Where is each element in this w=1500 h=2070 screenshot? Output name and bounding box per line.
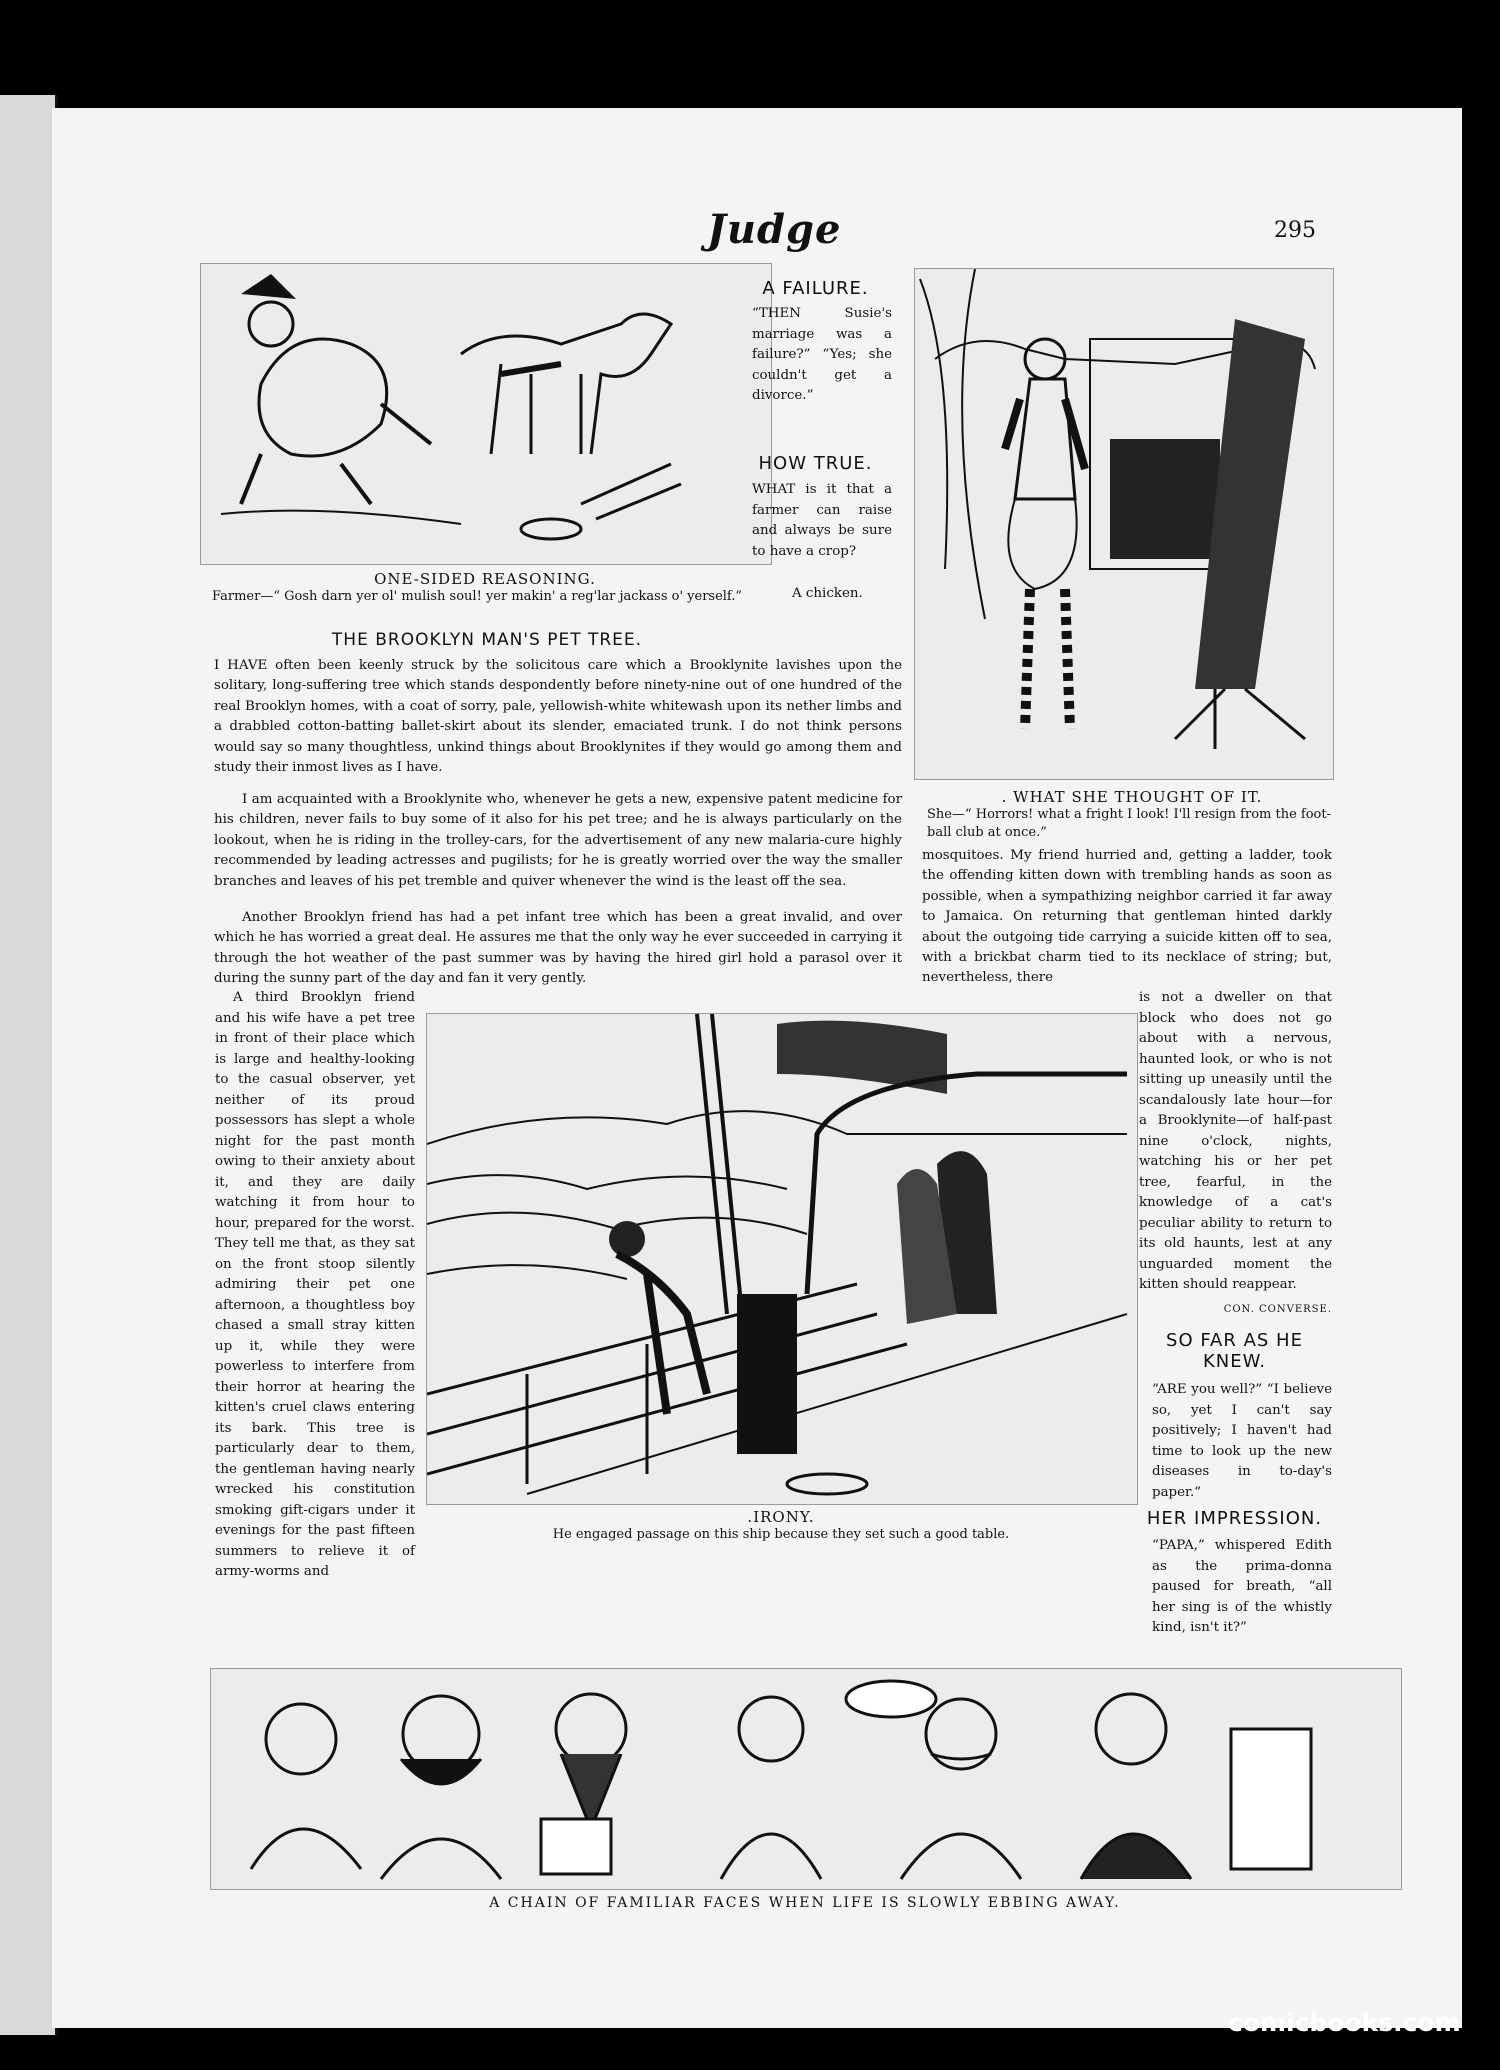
article-title: THE BROOKLYN MAN'S PET TREE.	[331, 630, 643, 650]
so-far-title: SO FAR AS HE KNEW.	[1166, 1330, 1303, 1372]
article-paragraph-6: is not a dweller on that block who does not go about with a nervous, haunted look, or who is not sitting up uneasily until the scandalously late hour—for a Brooklynite—of half-past nine o'clock, nights, watching his or her pet tree, fearful, in the knowledge of a cat's peculiar ability to return to its old haunts, lest at any unguarded moment the kitten should reappear.	[1139, 990, 1332, 1292]
how-true-answer: A chicken.	[792, 586, 863, 601]
familiar-faces-illustration	[210, 1668, 1402, 1890]
cartoon-dialogue: She—“ Horrors! what a fright I look! I'll resign from the foot-ball club at once.”	[927, 807, 1331, 840]
cartoon-caption: ONE-SIDED REASONING.	[374, 570, 596, 588]
failure-title: A FAILURE.	[762, 278, 869, 299]
cartoon-caption: . WHAT SHE THOUGHT OF IT.	[1001, 788, 1263, 806]
book-binding	[0, 95, 58, 2035]
masthead: Judge	[707, 206, 842, 253]
article-paragraph-1: I HAVE often been keenly struck by the solicitous care which a Brooklynite lavishes upon the solitary, long-suffering tree which stands despondently before ninety-nine out of one hundred of the real Brooklyn homes, with a coat of sorry, pale, yellowish-white whitewash upon its nether limbs and a drabbled cotton-batting ballet-skirt about its slender, emaciated trunk. I do not think persons would say so many thoughtless, unkind things about Brooklynites if they would go among them and study their inmost lives as I have.	[214, 658, 902, 776]
article-signature: CON. CONVERSE.	[1223, 1304, 1332, 1315]
watermark: comicbooks.com	[1228, 2008, 1461, 2037]
cartoon-dialogue: Farmer—“ Gosh darn yer ol' mulish soul! yer makin' a reg'lar jackass o' yerself.”	[212, 589, 743, 604]
mirror-woman-illustration	[914, 268, 1334, 780]
failure-text: “THEN Susie's marriage was a failure?” “Yes; she couldn't get a divorce.”	[752, 306, 892, 403]
farmer-donkey-illustration	[200, 263, 772, 565]
how-true-title: HOW TRUE.	[758, 453, 873, 474]
cartoon-caption: .IRONY.	[747, 1508, 815, 1526]
how-true-text: WHAT is it that a farmer can raise and always be sure to have a crop?	[752, 482, 892, 559]
cartoon-dialogue: He engaged passage on this ship because they set such a good table.	[552, 1527, 1010, 1542]
article-paragraph-2: I am acquainted with a Brooklynite who, whenever he gets a new, expensive patent medicine for his children, never fails to buy some of it also for his pet tree; and he is always particularly on the lookout, when he is riding in the trolley-cars, for the advertisement of any new malaria-cure highly recommended by leading actresses and pugilists; for he is greatly worried over the way the smaller branches and leaves of his pet tremble and quiver whenever the wind is the least off the sea.	[214, 792, 902, 889]
so-far-text: “ARE you well?” “I believe so, yet I can't say positively; I haven't had time to look up the new diseases in to-day's paper.”	[1152, 1382, 1332, 1500]
page-number: 295	[1274, 218, 1316, 243]
magazine-page	[52, 108, 1462, 2028]
her-impression-text: “PAPA,” whispered Edith as the prima-donna paused for breath, “all her sing is of the whistly kind, isn't it?”	[1152, 1538, 1332, 1635]
article-paragraph-5: mosquitoes. My friend hurried and, getting a ladder, took the offending kitten down with trembling hands as soon as possible, when a sympathizing neighbor carried it far away to Jamaica. On returning that gentleman hinted darkly about the outgoing tide carrying a suicide kitten off to sea, with a brickbat charm tied to its necklace of string; but, nevertheless, there	[922, 848, 1332, 986]
article-paragraph-4: A third Brooklyn friend and his wife have a pet tree in front of their place which is large and healthy-looking to the casual observer, yet neither of its proud possessors has slept a whole night for the past month owing to their anxiety about it, and they are daily watching it from hour to hour, prepared for the worst. They tell me that, as they sat on the front stoop silently admiring their pet one afternoon, a thoughtless boy chased a small stray kitten up it, while they were powerless to interfere from their horror at hearing the kitten's cruel claws entering its bark. This tree is particularly dear to them, the gentleman having nearly wrecked his constitution smoking gift-cigars under it evenings for the past fifteen summers to relieve it of army-worms and	[215, 990, 415, 1579]
ship-irony-illustration	[426, 1013, 1138, 1505]
cartoon-caption: A CHAIN OF FAMILIAR FACES WHEN LIFE IS SLOWLY EBBING AWAY.	[489, 1895, 1121, 1911]
article-paragraph-3: Another Brooklyn friend has had a pet infant tree which has been a great invalid, and over which he has worried a great deal. He assures me that the only way he ever succeeded in carrying it through the hot weather of the past summer was by having the hired girl hold a parasol over it during the sunny part of the day and fan it very gently.	[214, 910, 902, 987]
her-impression-title: HER IMPRESSION.	[1146, 1508, 1323, 1529]
